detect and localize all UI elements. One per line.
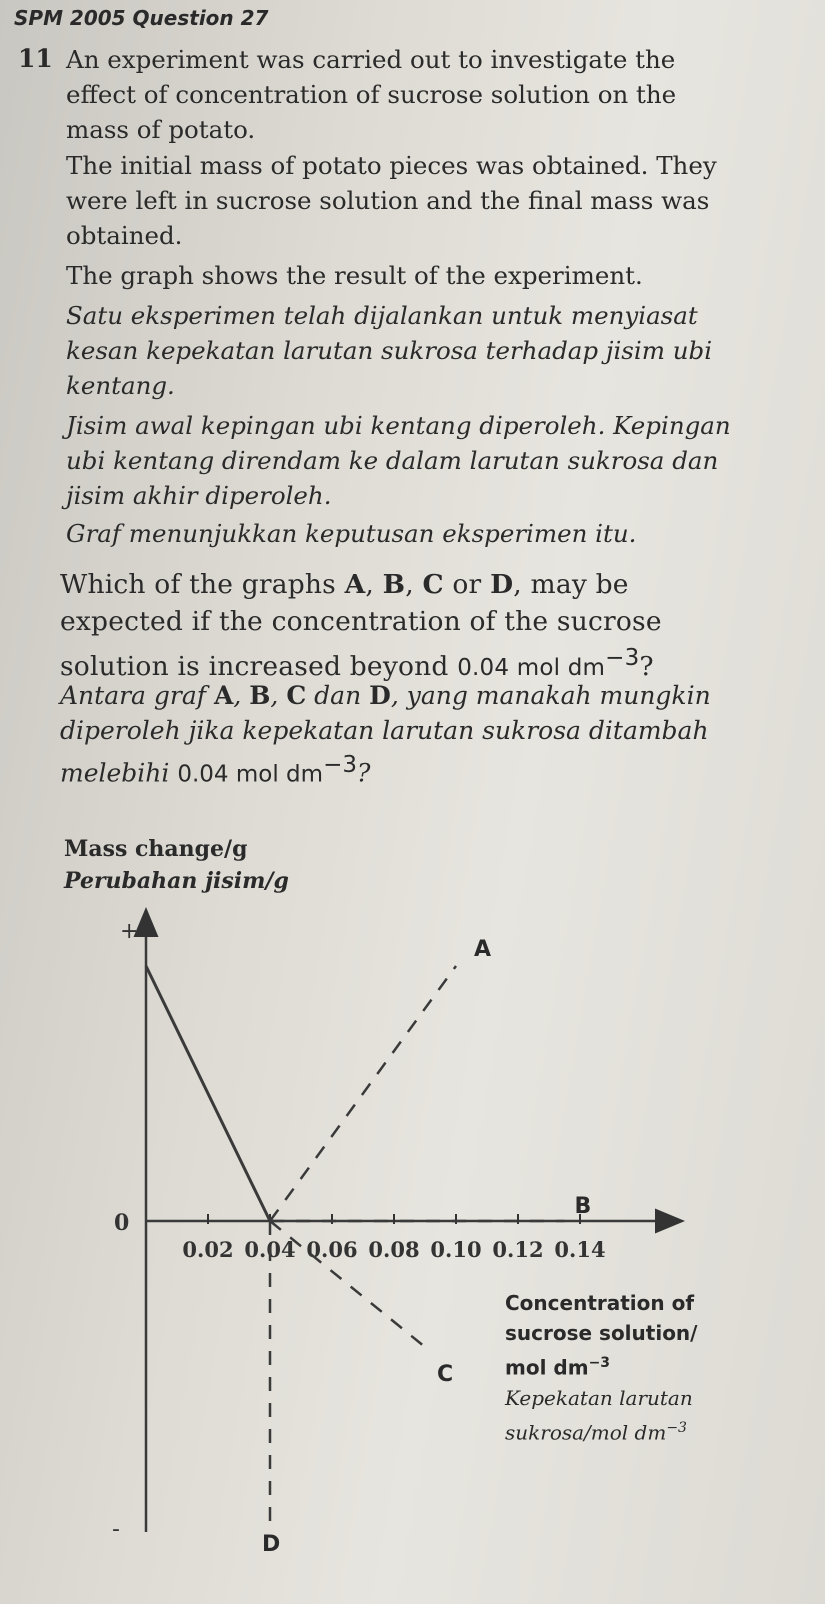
series-label-a: A (474, 937, 492, 962)
origin-label: 0 (114, 1210, 130, 1236)
x-tick-label: 0.04 (244, 1237, 296, 1262)
paragraph-en-1: An experiment was carried out to investigate the effect of concentration of sucrose solution on the mass of potato. (66, 45, 677, 144)
x-tick-label: 0.14 (554, 1237, 606, 1262)
x-tick-label: 0.12 (492, 1237, 544, 1262)
y-axis-minus: - (112, 1517, 120, 1542)
prompt-malay: Antara graf A, B, C dan D, yang manakah mungkin diperoleh jika kepekatan larutan sukrosa ditambah melebihi 0.04 mol $dm^{-3}$? (60, 681, 711, 788)
series-label-c: C (437, 1362, 454, 1387)
x-tick-label: 0.08 (368, 1237, 420, 1262)
x-axis-label-malay-2: sukrosa/mol $dm^{-3}$ (505, 1419, 687, 1445)
x-axis-label-malay-1: Kepekatan larutan (505, 1385, 693, 1410)
y-axis-plus: + (120, 919, 139, 944)
series-label-b: B (574, 1194, 592, 1219)
paragraph-ms-1: Satu eksperimen telah dijalankan untuk menyiasat kesan kepekatan larutan sukrosa terhadap jisim ubi kentang. (66, 301, 713, 400)
y-axis-label-malay: Perubahan jisim/g (64, 868, 289, 894)
x-axis-label-line-3: mol $dm^{-3}$ (505, 1355, 611, 1380)
x-tick-label: 0.06 (306, 1237, 358, 1262)
y-axis-label: Mass change/g (64, 836, 248, 862)
x-axis-label-line-1: Concentration of (505, 1291, 695, 1315)
series-label-d: D (262, 1532, 281, 1557)
x-tick-label: 0.02 (182, 1237, 234, 1262)
paragraph-ms-3: Graf menunjukkan keputusan eksperimen itu. (66, 519, 637, 548)
paragraph-en-3: The graph shows the result of the experiment. (66, 261, 643, 290)
series-a-line (270, 966, 456, 1221)
paragraph-ms-2: Jisim awal kepingan ubi kentang diperoleh. Kepingan ubi kentang direndam ke dalam larutan sukrosa dan jisim akhir diperoleh. (66, 411, 731, 510)
x-axis-title (505, 1288, 697, 1447)
paragraph-en-2: The initial mass of potato pieces was obtained. They were left in sucrose solution and the final mass was obtained. (66, 151, 717, 250)
x-axis-label-line-2: sucrose solution/ (505, 1321, 698, 1345)
question-source: SPM 2005 Question 27 (14, 6, 269, 30)
prompt-english: Which of the graphs A, B, C or D, may be expected if the concentration of the sucrose solution is increased beyond 0.04 mol $dm^{-3}$? (60, 569, 662, 682)
series-observed-line (146, 966, 270, 1221)
x-tick-label: 0.10 (430, 1237, 482, 1262)
question-number: 11 (18, 44, 53, 73)
